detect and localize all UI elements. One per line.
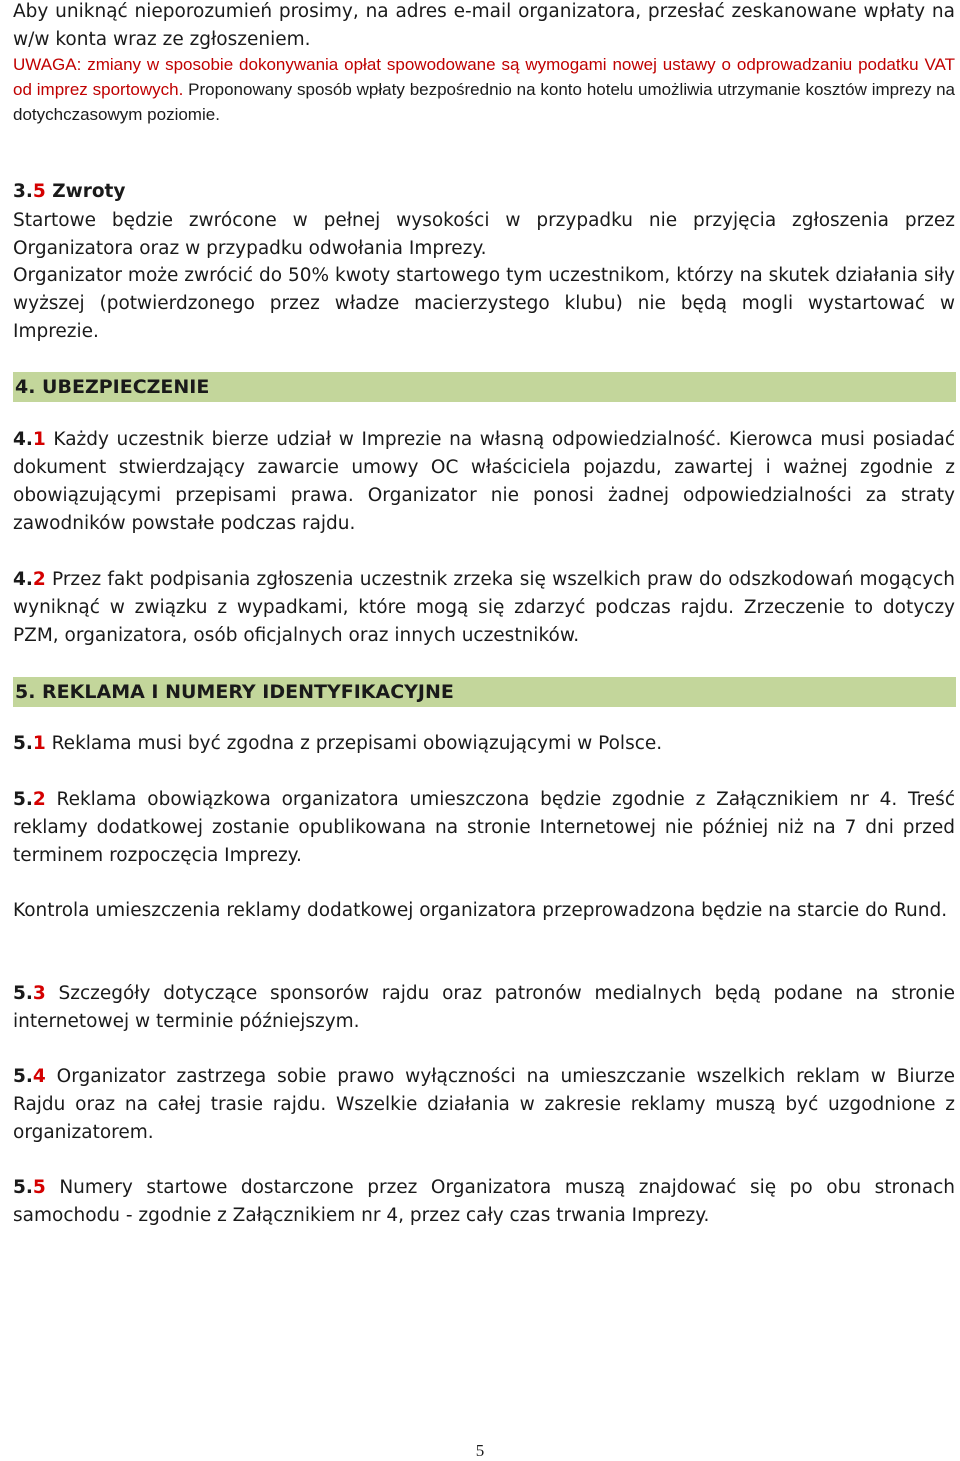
paragraph-5-4 (13, 1063, 955, 1147)
refund-paragraph-1: Startowe będzie zwrócone w pełnej wysokości w przypadku nie przyjęcia zgłoszenia przez Organizatora oraz w przypadku odwołania Imprezy. (13, 210, 955, 259)
refund-paragraph-2: Organizator może zwrócić do 50% kwoty startowego tym uczestnikom, którzy na skutek działania siły wyższej (potwierdzonego przez władze macierzystego klubu) nie będą mogli wystartować w Imprezie. (13, 265, 955, 342)
section-5-banner: 5. REKLAMA I NUMERY IDENTYFIKACYJNE (13, 677, 956, 707)
paragraph-5-2-control: Kontrola umieszczenia reklamy dodatkowej organizatora przeprowadzona będzie na starcie do Rund. (13, 900, 948, 921)
section-subnumber: 1 (32, 429, 46, 450)
paragraph-text: Przez fakt podpisania zgłoszenia uczestnik zrzeka się wszelkich praw do odszkodowań mogących wyniknąć w związku z wypadkami, które mogą się zdarzyć podczas rajdu. Zrzeczenie to dotyczy PZM, organizatora, osób oficjalnych oraz innych uczestników. (13, 569, 955, 646)
section-subnumber: 5 (32, 181, 46, 202)
page-number: 5 (475, 1441, 485, 1460)
intro-paragraph: Aby uniknąć nieporozumień prosimy, na adres e-mail organizatora, przesłać zeskanowane wpłaty na w/w konta wraz ze zgłoszeniem. (13, 1, 955, 50)
section-number: 3. (13, 181, 33, 202)
paragraph-5-3 (13, 980, 955, 1036)
paragraph-text: Organizator zastrzega sobie prawo wyłączności na umieszczanie wszelkich reklam w Biurze Rajdu oraz na całej trasie rajdu. Wszelkie działania w zakresie reklamy muszą być uzgodnione z organizatorem. (13, 1066, 955, 1143)
paragraph-text: Każdy uczestnik bierze udział w Imprezie na własną odpowiedzialność. Kierowca musi posiadać dokument stwierdzający zawarcie umowy OC właściciela pojazdu, zawartej i ważnej zgodnie z obowiązującymi przepisami prawa. Organizator nie ponosi żadnej odpowiedzialności za straty zawodników powstałe podczas rajdu. (13, 429, 955, 534)
paragraph-text: Reklama musi być zgodna z przepisami obowiązującymi w Polsce. (45, 733, 663, 754)
section-subnumber: 2 (32, 789, 46, 810)
vat-note-paragraph (13, 52, 955, 127)
paragraph-4-2 (13, 566, 955, 650)
section-number: 5. (13, 733, 33, 754)
section-number: 5. (13, 1177, 33, 1198)
paragraph-text: Numery startowe dostarczone przez Organizatora muszą znajdować się po obu stronach samochodu - zgodnie z Załącznikiem nr 4, przez cały czas trwania Imprezy. (13, 1177, 955, 1226)
section-subnumber: 2 (32, 569, 46, 590)
section-number: 5. (13, 983, 33, 1004)
paragraph-4-1 (13, 426, 955, 538)
section-subnumber: 3 (32, 983, 46, 1004)
section-number: 5. (13, 1066, 33, 1087)
section-subnumber: 5 (32, 1177, 46, 1198)
section-number: 5. (13, 789, 33, 810)
section-3-5-heading (13, 178, 955, 206)
paragraph-text: Szczegóły dotyczące sponsorów rajdu oraz patronów medialnych będą podane na stronie internetowej w terminie późniejszym. (13, 983, 955, 1032)
section-number: 4. (13, 569, 33, 590)
section-4-banner: 4. UBEZPIECZENIE (13, 372, 956, 402)
vat-note-warning: UWAGA: zmiany w sposobie dokonywania opłat spowodowane są wymogami nowej ustawy o odprowadzaniu podatku VAT od imprez sportowych. (13, 55, 955, 99)
paragraph-5-2 (13, 786, 955, 870)
paragraph-5-1 (13, 730, 955, 758)
paragraph-5-5 (13, 1174, 955, 1230)
section-subnumber: 4 (32, 1066, 46, 1087)
vat-note-text: Proponowany sposób wpłaty bezpośrednio na konto hotelu umożliwia utrzymanie kosztów imprezy na dotychczasowym poziomie. (13, 80, 955, 124)
section-title: Zwroty (45, 181, 126, 202)
section-number: 4. (13, 429, 33, 450)
section-subnumber: 1 (32, 733, 46, 754)
paragraph-text: Reklama obowiązkowa organizatora umieszczona będzie zgodnie z Załącznikiem nr 4. Treść reklamy dodatkowej zostanie opublikowana na stronie Internetowej nie później niż na 7 dni przed terminem rozpoczęcia Imprezy. (13, 789, 955, 866)
